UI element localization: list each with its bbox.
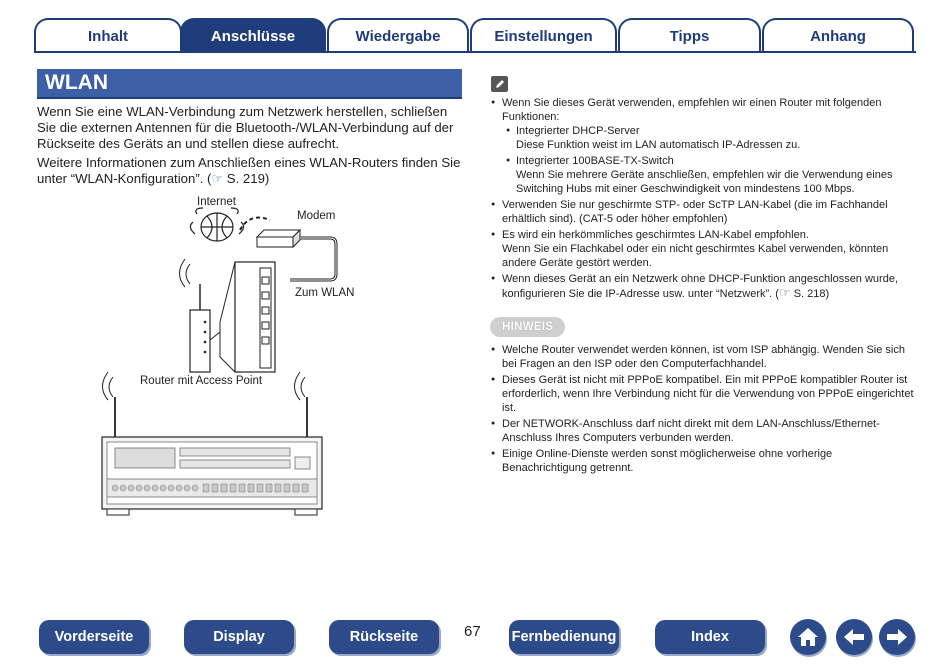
- modem-label: Modem: [297, 210, 336, 222]
- hinweis-list: [490, 343, 915, 475]
- arrow-right-icon[interactable]: [879, 619, 915, 655]
- arrow-left-icon[interactable]: [836, 619, 872, 655]
- intro-paragraph-1: Wenn Sie eine WLAN-Verbindung zum Netzwerk herstellen, schließen Sie die externen Antennen für die Bluetooth-/WLAN-Verbindung auf der Rückseite des Geräts an und stellen diese aufrecht.: [37, 104, 454, 151]
- av-receiver-icon: [102, 372, 322, 515]
- list-item: [502, 124, 915, 152]
- tab-anhang[interactable]: Anhang: [762, 18, 914, 52]
- list-item: ● Dieses Gerät ist nicht mit PPPoE kompatibel. Ein mit PPPoE kompatibler Router ist erforderlich, wenn Ihre Verbindung nicht für die Verwendung von PPPoE eingerichtet ist.: [490, 373, 915, 415]
- pencil-icon: [491, 76, 508, 92]
- internet-globe-icon: [190, 208, 243, 241]
- top-tab-bar: [0, 0, 950, 56]
- section-title: WLAN: [37, 69, 462, 99]
- tab-inhalt[interactable]: Inhalt: [34, 18, 182, 52]
- tab-tipps[interactable]: Tipps: [618, 18, 761, 52]
- notes-list: [490, 96, 915, 301]
- intro-paragraph-2: Weitere Informationen zum Anschließen eines WLAN-Routers finden Sie unter “WLAN-Konfiguration”. (☞ S. 219): [37, 155, 461, 186]
- lan-cable: [290, 238, 336, 280]
- note-text: Wenn Sie dieses Gerät verwenden, empfehlen wir einen Router mit folgenden Funktionen:: [502, 97, 882, 123]
- wireless-link-line: [240, 218, 270, 230]
- nav-index-button[interactable]: Index: [655, 620, 765, 654]
- list-item: ● Der NETWORK-Anschluss darf nicht direkt mit dem LAN-Anschluss/Ethernet-Anschluss Ihres Computers verbunden werden.: [490, 417, 915, 445]
- modem-icon: [257, 230, 300, 247]
- list-item: [502, 154, 915, 196]
- note-text: Wenn dieses Gerät an ein Netzwerk ohne DHCP-Funktion angeschlossen wurde, konfigurieren Sie die IP-Adresse usw. unter “Netzwerk”.: [502, 273, 898, 300]
- list-item: ● Einige Online-Dienste werden sonst möglicherweise ohne vorherige Benachrichtigung getrennt.: [490, 447, 915, 475]
- wlan-connection-diagram: [95, 192, 370, 522]
- router-label: Router mit Access Point: [140, 375, 263, 387]
- intro-text: [37, 104, 467, 190]
- list-item: [490, 96, 915, 196]
- router-icon: [180, 259, 221, 372]
- page-number: 67: [464, 623, 481, 640]
- pointing-hand-icon: ☞: [211, 171, 224, 186]
- page-reference-link[interactable]: S. 219: [226, 171, 265, 186]
- feature-title: Integrierter 100BASE-TX-Switch: [516, 155, 674, 167]
- network-hub-icon: [220, 262, 275, 372]
- tab-einstellungen[interactable]: Einstellungen: [470, 18, 617, 52]
- feature-title: Integrierter DHCP-Server: [516, 125, 640, 137]
- pointing-hand-icon: ☞: [778, 285, 791, 300]
- router-features-list: [502, 124, 915, 196]
- notes-column: [490, 96, 915, 477]
- home-icon[interactable]: [790, 619, 826, 655]
- nav-rueckseite-button[interactable]: Rückseite: [329, 620, 439, 654]
- list-item: ● Welche Router verwendet werden können, ist vom ISP abhängig. Wenden Sie sich bei Fragen an den ISP oder den Computerfachhandel.: [490, 343, 915, 371]
- note-text: Verwenden Sie nur geschirmte STP- oder ScTP LAN-Kabel (die im Fachhandel erhältlich sind). (CAT-5 oder höher empfohlen): [502, 199, 888, 225]
- feature-desc: Diese Funktion weist im LAN automatisch IP-Adressen zu.: [516, 139, 801, 151]
- tab-wiedergabe[interactable]: Wiedergabe: [327, 18, 469, 52]
- list-item: [490, 228, 915, 270]
- feature-desc: Wenn Sie mehrere Geräte anschließen, empfehlen wir die Verwendung eines Switching Hubs mit einer Geschwindigkeit von mindestens 100 Mbps.: [516, 169, 893, 195]
- list-item: [490, 198, 915, 226]
- tab-anschluesse[interactable]: Anschlüsse: [180, 18, 326, 52]
- intro-paragraph-2-text: Weitere Informationen zum Anschließen eines WLAN-Routers finden Sie unter “WLAN-Konfiguration”.: [37, 155, 461, 186]
- note-text-2: Wenn Sie ein Flachkabel oder ein nicht geschirmtes Kabel verwenden, könnten andere Geräte gestört werden.: [502, 243, 889, 269]
- zum-wlan-label: Zum WLAN: [295, 287, 355, 299]
- diagram-drawing: [95, 192, 370, 522]
- hinweis-badge: HINWEIS: [490, 317, 565, 337]
- internet-label: Internet: [197, 196, 236, 208]
- note-text: Es wird ein herkömmliches geschirmtes LAN-Kabel empfohlen.: [502, 229, 809, 241]
- page-reference-link[interactable]: S. 218: [793, 288, 826, 300]
- nav-vorderseite-button[interactable]: Vorderseite: [39, 620, 149, 654]
- tab-underline: [34, 51, 916, 53]
- nav-display-button[interactable]: Display: [184, 620, 294, 654]
- nav-fernbedienung-button[interactable]: Fernbedienung: [509, 620, 619, 654]
- list-item: ● Wenn dieses Gerät an ein Netzwerk ohne DHCP-Funktion angeschlossen wurde, konfigurieren Sie die IP-Adresse usw. unter “Netzwerk”. (☞ S. 218): [490, 272, 915, 301]
